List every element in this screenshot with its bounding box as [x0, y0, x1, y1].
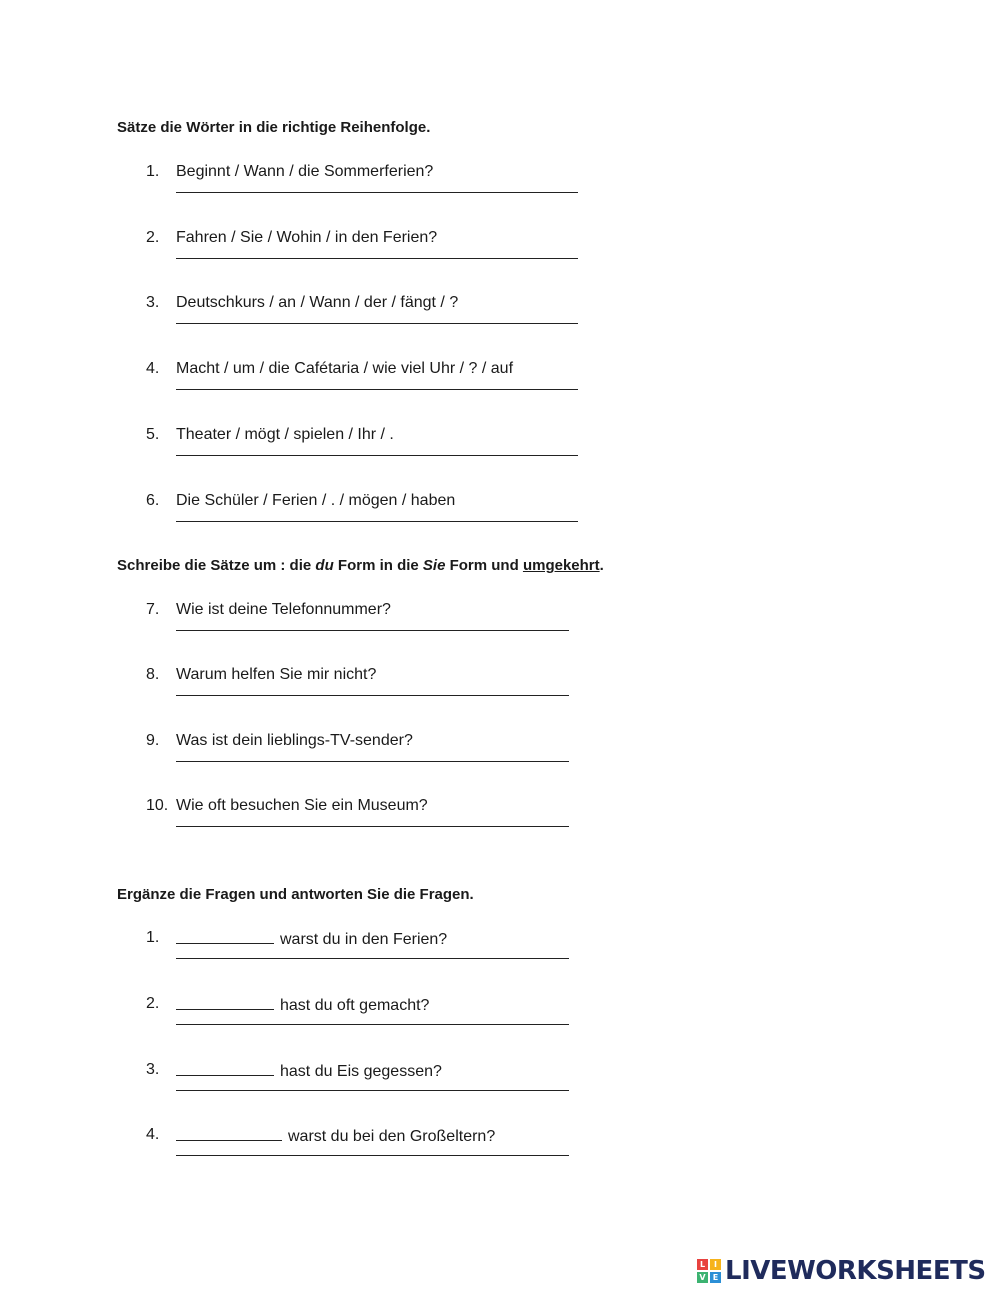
item-number: 3. — [146, 294, 160, 311]
item-prompt-line — [176, 929, 447, 949]
item-prompt: Warum helfen Sie mir nicht? — [176, 666, 377, 683]
item-number: 10. — [146, 797, 169, 814]
item-number: 1. — [146, 163, 160, 180]
answer-line[interactable] — [176, 630, 569, 631]
exercise-item — [0, 229, 1000, 279]
item-prompt: Macht / um / die Cafétaria / wie viel Uhr / ? / auf — [176, 360, 514, 377]
item-number: 2. — [146, 995, 160, 1012]
exercise-item — [0, 1061, 1000, 1111]
exercise-item — [0, 666, 1000, 716]
item-number: 4. — [146, 1126, 160, 1143]
logo-block: E — [710, 1272, 721, 1283]
answer-line[interactable] — [176, 192, 578, 193]
answer-line[interactable] — [176, 389, 578, 390]
answer-line[interactable] — [176, 761, 569, 762]
exercise-item — [0, 492, 1000, 542]
item-prompt: hast du oft gemacht? — [280, 997, 430, 1014]
logo-block: V — [697, 1272, 708, 1283]
exercise-item — [0, 797, 1000, 847]
answer-line[interactable] — [176, 455, 578, 456]
answer-line[interactable] — [176, 1024, 569, 1025]
item-number: 9. — [146, 732, 160, 749]
item-number: 6. — [146, 492, 160, 509]
logo-block: L — [697, 1259, 708, 1270]
item-number: 5. — [146, 426, 160, 443]
exercise-item — [0, 426, 1000, 476]
heading-sie: Sie — [422, 557, 446, 574]
item-prompt: Die Schüler / Ferien / . / mögen / haben — [176, 492, 456, 509]
exercise-item — [0, 929, 1000, 979]
logo-text: LIVEWORKSHEETS — [725, 1256, 986, 1286]
item-prompt: Wie ist deine Telefonnummer? — [176, 601, 391, 618]
item-prompt: Theater / mögt / spielen / Ihr / . — [176, 426, 394, 443]
answer-line[interactable] — [176, 323, 578, 324]
item-prompt: warst du in den Ferien? — [280, 931, 448, 948]
exercise-item — [0, 995, 1000, 1045]
item-number: 4. — [146, 360, 160, 377]
exercise-item — [0, 360, 1000, 410]
item-prompt: Fahren / Sie / Wohin / in den Ferien? — [176, 229, 438, 246]
item-number: 1. — [146, 929, 160, 946]
answer-line[interactable] — [176, 958, 569, 959]
item-prompt: warst du bei den Großeltern? — [288, 1128, 496, 1145]
item-prompt: Beginnt / Wann / die Sommerferien? — [176, 163, 434, 180]
item-prompt: hast du Eis gegessen? — [280, 1063, 442, 1080]
item-prompt: Deutschkurs / an / Wann / der / fängt / ? — [176, 294, 459, 311]
fill-in-blank[interactable] — [176, 995, 274, 1010]
liveworksheets-logo — [697, 1256, 986, 1286]
heading-text: Form in die — [333, 557, 423, 574]
exercise-item — [0, 163, 1000, 213]
item-prompt: Was ist dein lieblings-TV-sender? — [176, 732, 413, 749]
exercise-item — [0, 601, 1000, 651]
answer-line[interactable] — [176, 258, 578, 259]
item-prompt-line — [176, 995, 429, 1015]
logo-blocks-icon — [697, 1259, 721, 1283]
exercise-item — [0, 732, 1000, 782]
section-1-heading: Sätze die Wörter in die richtige Reihenfolge. — [117, 119, 431, 136]
fill-in-blank[interactable] — [176, 929, 274, 944]
answer-line[interactable] — [176, 826, 569, 827]
fill-in-blank[interactable] — [176, 1061, 274, 1076]
section-3-heading: Ergänze die Fragen und antworten Sie die Fragen. — [117, 886, 474, 903]
logo-block: I — [710, 1259, 721, 1270]
answer-line[interactable] — [176, 1155, 569, 1156]
heading-du: du — [315, 557, 334, 574]
item-prompt-line — [176, 1126, 495, 1146]
heading-text: Schreibe die Sätze um : die — [117, 557, 316, 574]
item-prompt-line — [176, 1061, 442, 1081]
item-number: 2. — [146, 229, 160, 246]
answer-line[interactable] — [176, 1090, 569, 1091]
exercise-item — [0, 1126, 1000, 1176]
item-prompt: Wie oft besuchen Sie ein Museum? — [176, 797, 428, 814]
heading-underlined: umgekehrt — [522, 557, 600, 574]
heading-text: . — [599, 557, 604, 574]
answer-line[interactable] — [176, 695, 569, 696]
fill-in-blank[interactable] — [176, 1126, 282, 1141]
item-number: 3. — [146, 1061, 160, 1078]
answer-line[interactable] — [176, 521, 578, 522]
item-number: 7. — [146, 601, 160, 618]
exercise-item — [0, 294, 1000, 344]
item-number: 8. — [146, 666, 160, 683]
section-2-heading — [117, 557, 604, 574]
heading-text: Form und — [445, 557, 523, 574]
